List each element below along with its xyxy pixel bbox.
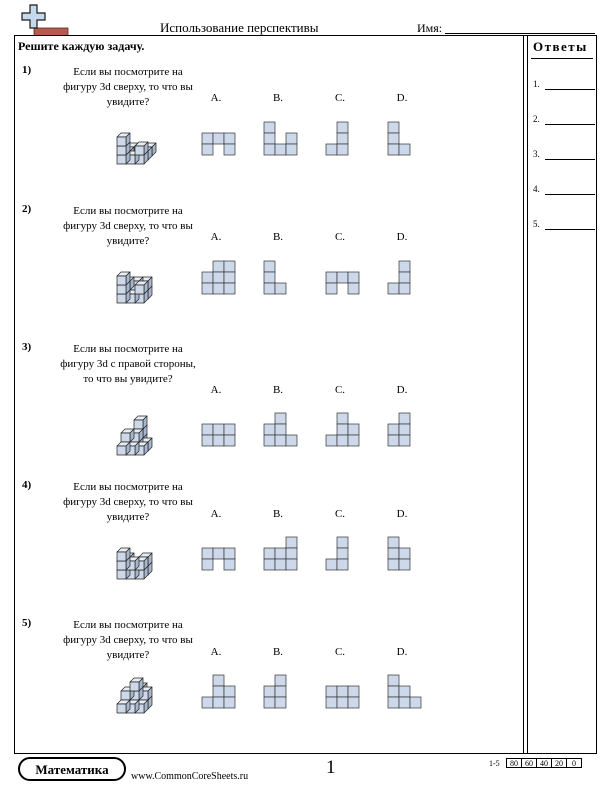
answer-blank[interactable] xyxy=(545,229,595,230)
problem-number: 5) xyxy=(22,617,32,629)
problem-4 xyxy=(18,479,518,589)
answer-row xyxy=(533,79,595,93)
option-b-figure[interactable] xyxy=(263,673,303,713)
isometric-figure xyxy=(92,411,162,461)
name-field[interactable] xyxy=(445,33,595,34)
score-cell: 60 xyxy=(521,758,537,768)
option-label: B. xyxy=(272,231,284,243)
isometric-figure xyxy=(92,120,162,170)
option-label: C. xyxy=(334,92,346,104)
option-a-figure[interactable] xyxy=(201,535,241,575)
option-label: D. xyxy=(396,231,408,243)
option-label: B. xyxy=(272,646,284,658)
option-label: A. xyxy=(210,646,222,658)
option-label: D. xyxy=(396,92,408,104)
problem-number: 1) xyxy=(22,64,32,76)
problem-text: Если вы посмотрите на фигуру 3d с правой стороны, то что вы увидите? xyxy=(60,343,196,385)
option-label: D. xyxy=(396,384,408,396)
answer-row xyxy=(533,114,595,128)
option-label: A. xyxy=(210,92,222,104)
option-label: C. xyxy=(334,231,346,243)
subject-badge-label: Математика xyxy=(35,762,109,777)
problem-1 xyxy=(18,64,518,184)
problem-2 xyxy=(18,203,518,323)
score-cell: 40 xyxy=(536,758,552,768)
problem-text: Если вы посмотрите на фигуру 3d сверху, то что вы увидите? xyxy=(63,205,193,247)
answer-blank[interactable] xyxy=(545,194,595,195)
option-a-figure[interactable] xyxy=(201,259,241,299)
answer-number: 2. xyxy=(533,114,540,124)
page-number: 1 xyxy=(326,757,336,778)
option-label: C. xyxy=(334,646,346,658)
option-a-figure[interactable] xyxy=(201,673,241,713)
option-label: D. xyxy=(396,508,408,520)
option-b-figure[interactable] xyxy=(263,259,303,299)
answer-number: 5. xyxy=(533,219,540,229)
answer-number: 4. xyxy=(533,184,540,194)
option-c-figure[interactable] xyxy=(325,673,365,713)
option-b-figure[interactable] xyxy=(263,120,303,160)
option-label: D. xyxy=(396,646,408,658)
option-d-figure[interactable] xyxy=(387,411,427,451)
isometric-figure xyxy=(92,669,162,721)
answer-row xyxy=(533,184,595,198)
option-label: B. xyxy=(272,384,284,396)
answer-blank[interactable] xyxy=(545,159,595,160)
option-c-figure[interactable] xyxy=(325,120,365,160)
option-a-figure[interactable] xyxy=(201,120,241,160)
answer-blank[interactable] xyxy=(545,124,595,125)
answers-title: Ответы xyxy=(533,39,588,54)
logo-icon xyxy=(20,4,70,36)
option-b-figure[interactable] xyxy=(263,535,303,575)
answer-number: 3. xyxy=(533,149,540,159)
problem-text: Если вы посмотрите на фигуру 3d сверху, то что вы увидите? xyxy=(63,619,193,661)
instructions: Решите каждую задачу. xyxy=(18,39,145,53)
score-cell: 20 xyxy=(551,758,567,768)
answer-blank[interactable] xyxy=(545,89,595,90)
option-c-figure[interactable] xyxy=(325,535,365,575)
option-label: A. xyxy=(210,508,222,520)
score-cell: 80 xyxy=(506,758,522,768)
page-title: Использование перспективы xyxy=(160,20,319,35)
option-label: B. xyxy=(272,92,284,104)
option-label: C. xyxy=(334,508,346,520)
option-d-figure[interactable] xyxy=(387,673,427,713)
option-label: C. xyxy=(334,384,346,396)
answer-row xyxy=(533,149,595,163)
name-label: Имя: xyxy=(417,21,443,35)
problem-number: 4) xyxy=(22,479,32,491)
option-c-figure[interactable] xyxy=(325,411,365,451)
option-label: A. xyxy=(210,231,222,243)
score-table xyxy=(507,758,582,768)
option-a-figure[interactable] xyxy=(201,411,241,451)
column-divider xyxy=(527,35,528,754)
option-d-figure[interactable] xyxy=(387,259,427,299)
option-d-figure[interactable] xyxy=(387,120,427,160)
problem-text: Если вы посмотрите на фигуру 3d сверху, то что вы увидите? xyxy=(63,481,193,523)
problem-number: 3) xyxy=(22,341,32,353)
isometric-figure xyxy=(92,535,162,585)
problem-number: 2) xyxy=(22,203,32,215)
answer-row xyxy=(533,219,595,233)
option-d-figure[interactable] xyxy=(387,535,427,575)
column-divider xyxy=(523,35,524,754)
score-cell: 0 xyxy=(566,758,582,768)
option-label: B. xyxy=(272,508,284,520)
problem-3 xyxy=(18,341,518,471)
answers-underline xyxy=(531,58,593,59)
problem-5 xyxy=(18,617,518,727)
problem-text: Если вы посмотрите на фигуру 3d сверху, то что вы увидите? xyxy=(63,66,193,108)
answer-number: 1. xyxy=(533,79,540,89)
option-c-figure[interactable] xyxy=(325,259,365,299)
score-range: 1-5 xyxy=(489,759,500,768)
site-url[interactable]: www.CommonCoreSheets.ru xyxy=(131,771,249,782)
option-label: A. xyxy=(210,384,222,396)
subject-badge xyxy=(18,757,126,781)
isometric-figure xyxy=(92,259,162,309)
option-b-figure[interactable] xyxy=(263,411,303,451)
